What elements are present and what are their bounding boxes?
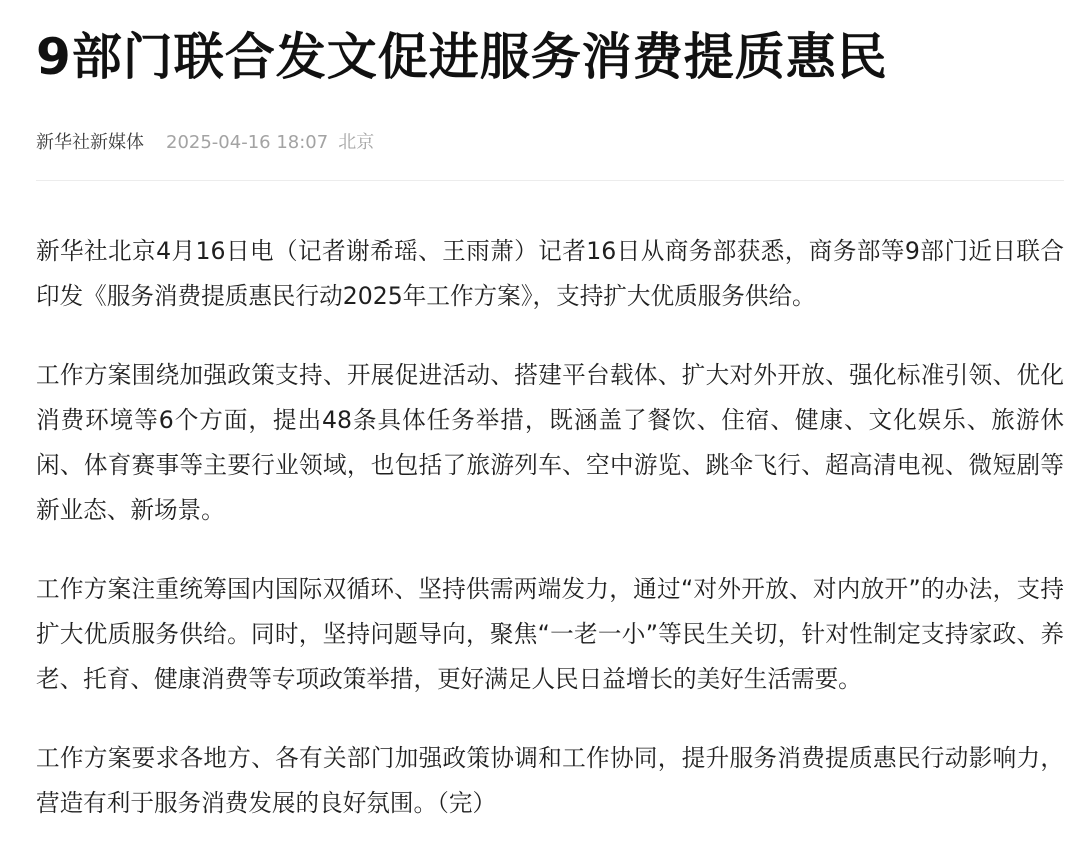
paragraph: 工作方案注重统筹国内国际双循环、坚持供需两端发力，通过“对外开放、对内放开”的办法，支持扩大优质服务供给。同时，坚持问题导向，聚焦“一老一小”等民生关切，针对性制定支持家政、养老、托育、健康消费等专项政策举措，更好满足人民日益增长的美好生活需要。 xyxy=(36,575,1064,693)
paragraph: 新华社北京4月16日电（记者谢希瑶、王雨萧）记者16日从商务部获悉，商务部等9部门近日联合印发《服务消费提质惠民行动2025年工作方案》，支持扩大优质服务供给。 xyxy=(36,237,1064,310)
publish-location: 北京 xyxy=(338,132,375,153)
source-name[interactable]: 新华社新媒体 xyxy=(36,132,144,153)
divider xyxy=(36,180,1064,181)
paragraph: 工作方案围绕加强政策支持、开展促进活动、搭建平台载体、扩大对外开放、强化标准引领、优化消费环境等6个方面，提出48条具体任务举措，既涵盖了餐饮、住宿、健康、文化娱乐、旅游休闲、体育赛事等主要行业领域，也包括了旅游列车、空中游览、跳伞飞行、超高清电视、微短剧等新业态、新场景。 xyxy=(36,361,1064,524)
article-title: 9部门联合发文促进服务消费提质惠民 xyxy=(36,28,888,86)
article xyxy=(36,0,1064,860)
article-body xyxy=(36,229,1064,826)
article-meta xyxy=(36,128,1064,158)
paragraph: 工作方案要求各地方、各有关部门加强政策协调和工作协同，提升服务消费提质惠民行动影响力，营造有利于服务消费发展的良好氛围。（完） xyxy=(36,744,1064,817)
publish-datetime: 2025-04-16 18:07 xyxy=(166,132,329,153)
